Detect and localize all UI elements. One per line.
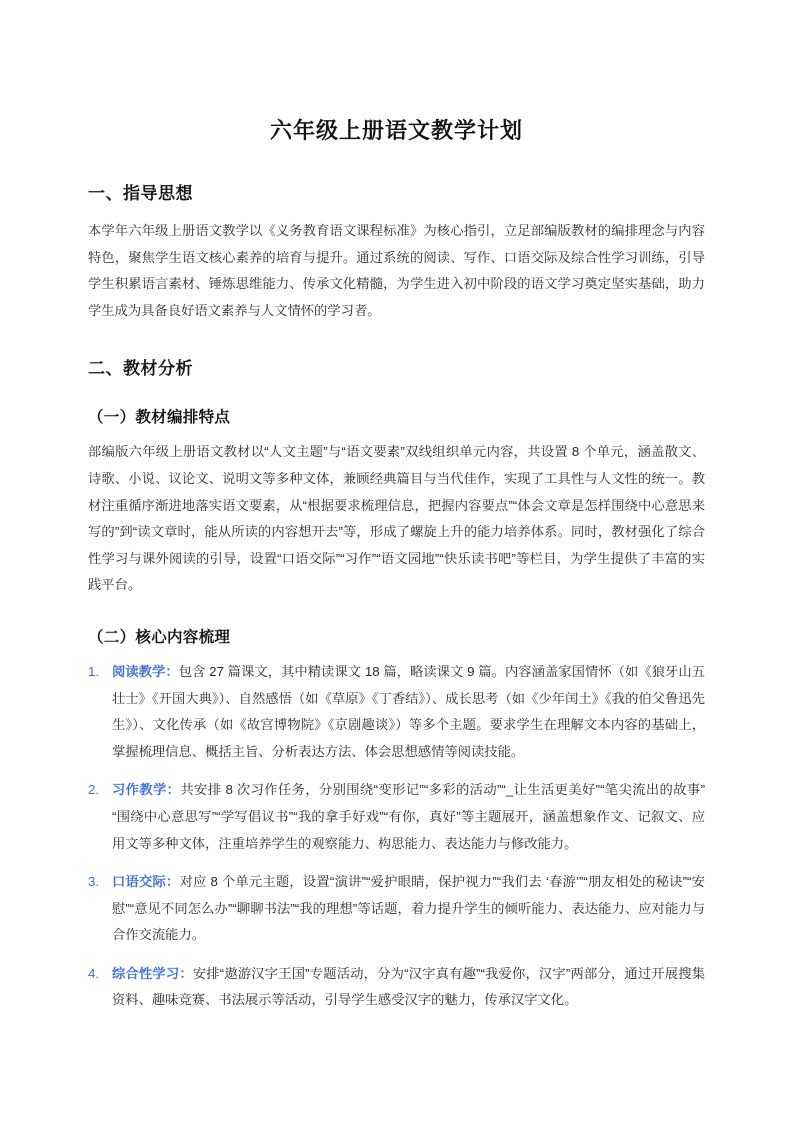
paragraph-arrangement-features: 部编版六年级上册语文教材以“人文主题”与“语文要素”双线组织单元内容，共设置 8 个单元，涵盖散文、诗歌、小说、议论文、说明文等多种文体，兼顾经典篇目与当代佳作，实现了工具性与人文性的统一。教材注重循序渐进地落实语文要素，从“根据要求梳理信息，把握内容要点”“体会文章是怎样围绕中心意思来写的”到“读文章时，能从所读的内容想开去”等，形成了螺旋上升的能力培养体系。同时，教材强化了综合性学习与课外阅读的引导，设置“口语交际”“习作”“语文园地”“快乐读书吧”等栏目，为学生提供了丰富的实践平台。 (88, 444, 705, 593)
core-content-list (88, 659, 705, 1014)
list-item (88, 659, 705, 765)
list-item-label: 综合性学习： (112, 965, 193, 981)
list-item-label: 口语交际： (112, 874, 180, 890)
list-item-text: 共安排 8 次习作任务，分别围绕“变形记”“多彩的活动”“_让生活更美好”“笔尖流出的故事”“围绕中心意思写”“学写倡议书”“我的拿手好戏”“有你，真好”等主题展开，涵盖想象作文、记叙文、应用文等多种文体，注重培养学生的观察能力、构思能力、表达能力与修改能力。 (112, 782, 705, 851)
list-item-label: 习作教学： (112, 782, 181, 798)
section-heading-guiding-ideology: 一、指导思想 (88, 184, 193, 203)
list-item (88, 777, 705, 857)
section-heading-textbook-analysis: 二、教材分析 (88, 359, 193, 379)
subsection-heading-core-content: （二）核心内容梳理 (88, 628, 231, 646)
subsection-heading-arrangement-features: （一）教材编排特点 (88, 409, 231, 427)
list-item-text: 对应 8 个单元主题，设置“演讲”“爱护眼睛，保护视力”“我们去 ‘春游’”“朋友相处的秘诀”“安慰”“意见不同怎么办”“聊聊书法”“我的理想”等话题，着力提升学生的倾听能力、表达能力、应对能力与合作交流能力。 (112, 874, 705, 943)
paragraph-guiding-ideology: 本学年六年级上册语文教学以《义务教育语文课程标准》为核心指引，立足部编版教材的编排理念与内容特色，聚焦学生语文核心素养的培育与提升。通过系统的阅读、写作、口语交际及综合性学习训练，引导学生积累语言素材、锤炼思维能力、传承文化精髓，为学生进入初中阶段的语文学习奠定坚实基础，助力学生成为具备良好语文素养与人文情怀的学习者。 (88, 223, 705, 318)
list-item (88, 961, 705, 1014)
list-item (88, 869, 705, 949)
list-item-text: 包含 27 篇课文，其中精读课文 18 篇，略读课文 9 篇。内容涵盖家国情怀（如《狼牙山五壮士》《开国大典》）、自然感悟（如《草原》《丁香结》）、成长思考（如《少年闰土》《我的伯父鲁迅先生》）、文化传承（如《故宫博物院》《京剧趣谈》）等多个主题。要求学生在理解文本内容的基础上，掌握梳理信息、概括主旨、分析表达方法、体会思想感情等阅读技能。 (112, 663, 706, 759)
list-item-text: 安排“遨游汉字王国”专题活动，分为“汉字真有趣”“我爱你，汉字”两部分，通过开展搜集资料、趣味竞赛、书法展示等活动，引导学生感受汉字的魅力，传承汉字文化。 (112, 965, 705, 1008)
list-item-label: 阅读教学： (112, 663, 179, 679)
page-title: 六年级上册语文教学计划 (269, 118, 523, 143)
